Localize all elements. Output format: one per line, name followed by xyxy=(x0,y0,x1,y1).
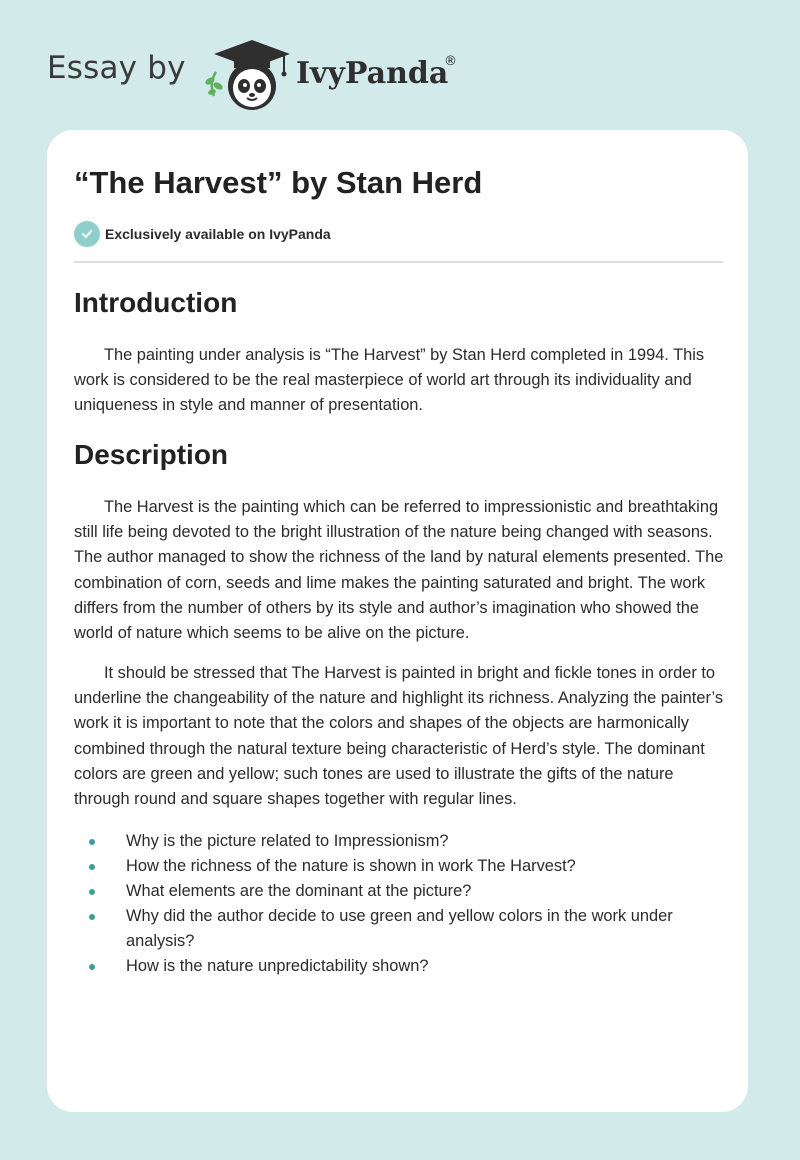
list-item-text: Why did the author decide to use green and yellow colors in the work under analysis? xyxy=(126,907,673,950)
paragraph: The Harvest is the painting which can be referred to impressionistic and breathtaking still life being devoted to the bright illustration of the nature being changed with seasons. The author managed to show the richness of the land by natural elements presented. The combination of corn, seeds and lime makes the painting saturated and bright. The work differs from the number of others by its style and author’s imagination who showed the world of nature which seems to be alive on the picture. xyxy=(74,498,724,643)
questions-list xyxy=(74,829,726,979)
list-item xyxy=(74,954,726,979)
list-item-text: Why is the picture related to Impressionism? xyxy=(126,832,449,850)
bullet-dot-icon xyxy=(89,839,95,845)
essay-by-label: Essay by xyxy=(47,50,186,86)
availability-badge xyxy=(74,221,331,247)
list-item-text: How the richness of the nature is shown in work The Harvest? xyxy=(126,857,576,875)
essay-card xyxy=(47,130,748,1112)
section-heading-introduction: Introduction xyxy=(74,287,238,318)
section-heading-description: Description xyxy=(74,439,229,470)
list-item xyxy=(74,879,726,904)
panda-graduate-icon[interactable] xyxy=(200,36,292,112)
check-circle-icon xyxy=(74,221,100,247)
list-item xyxy=(74,904,726,954)
essay-title: “The Harvest” by Stan Herd xyxy=(74,165,483,200)
list-item xyxy=(74,854,726,879)
bullet-dot-icon xyxy=(89,889,95,895)
paragraph: It should be stressed that The Harvest is painted in bright and fickle tones in order to underline the changeability of the nature and highlight its richness. Analyzing the painter’s work it is important to note that the colors and shapes of the objects are harmonically combined through the natural texture being characteristic of Herd’s style. The dominant colors are green and yellow; such tones are used to illustrate the gifts of the nature through round and square shapes together with regular lines. xyxy=(74,664,724,809)
badge-label: Exclusively available on IvyPanda xyxy=(105,226,331,242)
registered-mark: ® xyxy=(444,54,457,69)
bullet-dot-icon xyxy=(89,914,95,920)
site-header xyxy=(0,0,800,130)
bullet-dot-icon xyxy=(89,964,95,970)
divider xyxy=(74,261,723,263)
list-item-text: How is the nature unpredictability shown? xyxy=(126,957,429,975)
brand-name[interactable]: IvyPanda xyxy=(296,56,449,91)
paragraph: The painting under analysis is “The Harvest” by Stan Herd completed in 1994. This work is considered to be the real masterpiece of world art through its individuality and uniqueness in style and manner of presentation. xyxy=(74,346,705,415)
bullet-dot-icon xyxy=(89,864,95,870)
list-item xyxy=(74,829,726,854)
list-item-text: What elements are the dominant at the picture? xyxy=(126,882,472,900)
